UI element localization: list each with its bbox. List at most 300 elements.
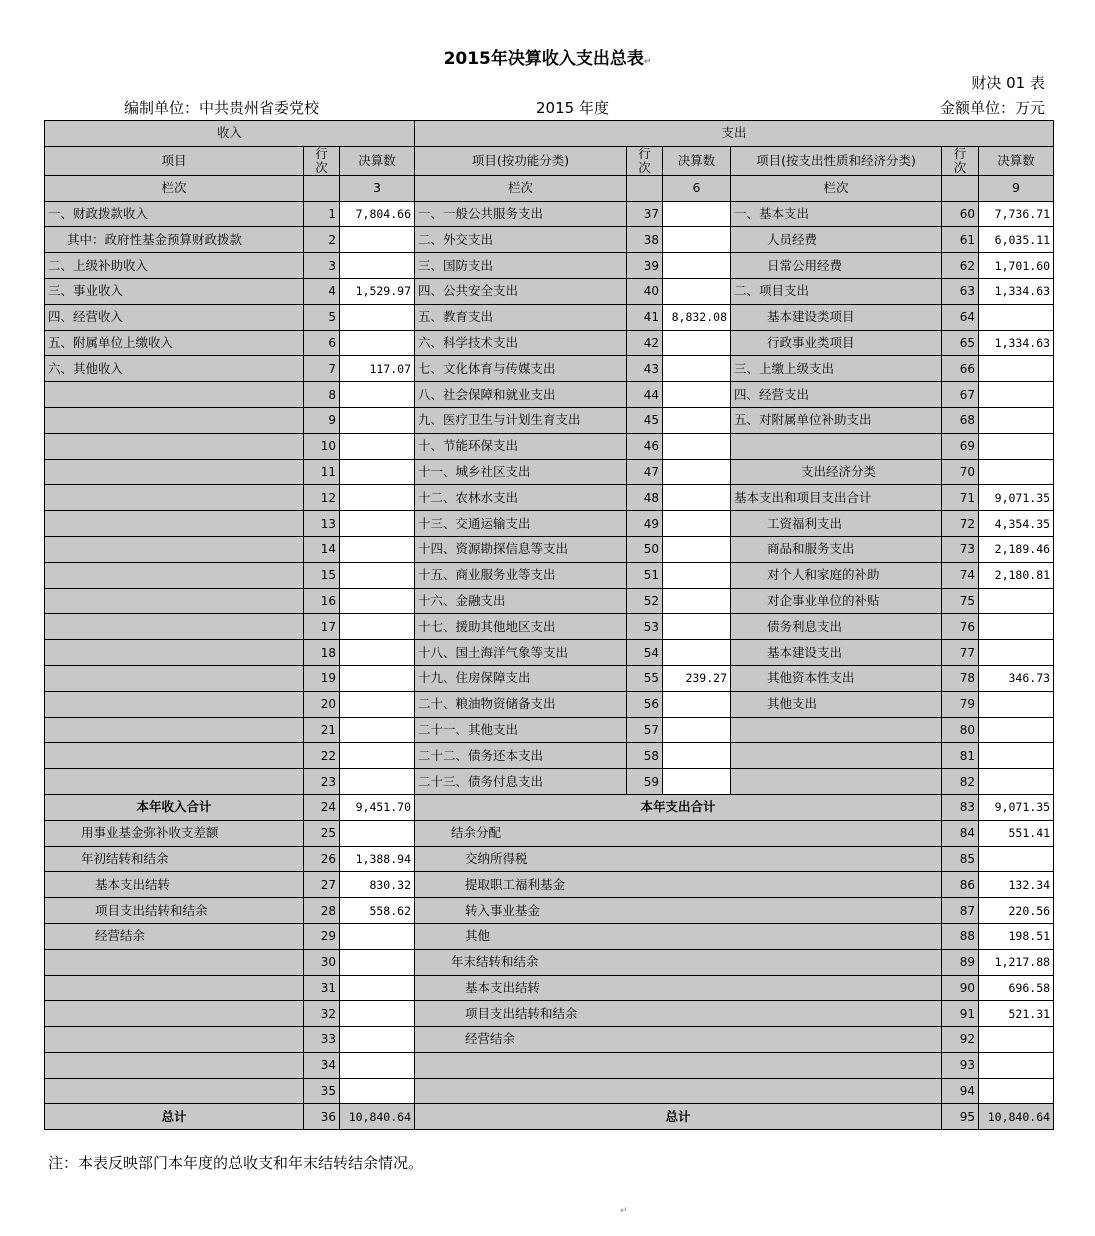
expense-item: 结余分配 (415, 820, 942, 846)
expense-econ-amount (979, 382, 1054, 408)
expense-func-item: 十一、城乡社区支出 (415, 459, 627, 485)
income-amount (340, 562, 415, 588)
income-amount (340, 691, 415, 717)
income-amount (340, 614, 415, 640)
expense-func-amount (663, 614, 731, 640)
table-row (45, 330, 1054, 356)
income-amount (340, 407, 415, 433)
footer-mark: ↵ (620, 1206, 628, 1216)
table-row (45, 743, 1054, 769)
income-item (45, 691, 304, 717)
expense-econ-amount: 346.73 (979, 665, 1054, 691)
grand-expense-line-no: 95 (942, 1104, 979, 1130)
expense-amount: 1,217.88 (979, 949, 1054, 975)
table-row (45, 304, 1054, 330)
income-item: 项目支出结转和结余 (45, 898, 304, 924)
income-item (45, 382, 304, 408)
income-amount (340, 485, 415, 511)
col-amount-header: 决算数 (340, 146, 415, 175)
income-item: 年初结转和结余 (45, 846, 304, 872)
income-line-no: 18 (304, 640, 340, 666)
compiling-unit: 编制单位：中共贵州省委党校 (124, 99, 320, 117)
col-amount-header: 决算数 (979, 146, 1054, 175)
expense-econ-item: 其他资本性支出 (731, 665, 942, 691)
income-amount (340, 511, 415, 537)
income-line-no: 28 (304, 898, 340, 924)
expense-econ-amount: 6,035.11 (979, 227, 1054, 253)
expense-func-item: 十八、国土海洋气象等支出 (415, 640, 627, 666)
table-row (45, 511, 1054, 537)
expense-econ-amount (979, 588, 1054, 614)
income-line-no: 7 (304, 356, 340, 382)
col-item-header: 项目 (45, 146, 304, 175)
expense-econ-amount (979, 433, 1054, 459)
income-item (45, 433, 304, 459)
expense-func-item: 五、教育支出 (415, 304, 627, 330)
expense-line-no: 90 (942, 975, 979, 1001)
income-item (45, 1001, 304, 1027)
income-line-no: 4 (304, 278, 340, 304)
income-item (45, 459, 304, 485)
expense-func-amount (663, 485, 731, 511)
income-item (45, 614, 304, 640)
expense-econ-amount (979, 640, 1054, 666)
income-item (45, 562, 304, 588)
expense-econ-line-no: 74 (942, 562, 979, 588)
expense-econ-amount (979, 407, 1054, 433)
expense-func-line-no: 55 (627, 665, 663, 691)
fiscal-year: 2015 年度 (536, 99, 609, 117)
expense-line-no: 85 (942, 846, 979, 872)
income-line-no: 29 (304, 923, 340, 949)
table-row (45, 227, 1054, 253)
expense-econ-amount (979, 356, 1054, 382)
income-amount (340, 304, 415, 330)
income-item (45, 1078, 304, 1104)
income-item (45, 769, 304, 795)
col-number-9: 9 (979, 175, 1054, 201)
expense-line-no: 92 (942, 1027, 979, 1053)
expense-func-amount (663, 769, 731, 795)
expense-amount: 551.41 (979, 820, 1054, 846)
expense-func-item: 十五、商业服务业等支出 (415, 562, 627, 588)
expense-econ-item: 五、对附属单位补助支出 (731, 407, 942, 433)
expense-func-item: 十九、住房保障支出 (415, 665, 627, 691)
income-line-no: 19 (304, 665, 340, 691)
table-row (45, 1027, 1054, 1053)
expense-econ-item (731, 769, 942, 795)
income-item (45, 1052, 304, 1078)
table-row (45, 898, 1054, 924)
income-item (45, 743, 304, 769)
income-amount (340, 433, 415, 459)
expense-line-no: 94 (942, 1078, 979, 1104)
table-row (45, 665, 1054, 691)
income-item: 五、附属单位上缴收入 (45, 330, 304, 356)
form-number: 财决 01 表 (971, 74, 1045, 92)
expense-econ-line-no: 66 (942, 356, 979, 382)
expense-func-amount: 8,832.08 (663, 304, 731, 330)
table-row (45, 433, 1054, 459)
expense-econ-line-no: 78 (942, 665, 979, 691)
expense-func-item: 十六、金融支出 (415, 588, 627, 614)
expense-func-amount (663, 691, 731, 717)
income-amount: 558.62 (340, 898, 415, 924)
expense-func-line-no: 59 (627, 769, 663, 795)
expense-econ-item: 人员经费 (731, 227, 942, 253)
col-amount-header: 决算数 (663, 146, 731, 175)
income-item (45, 511, 304, 537)
expense-func-item: 八、社会保障和就业支出 (415, 382, 627, 408)
expense-func-item: 三、国防支出 (415, 253, 627, 279)
grand-income-line-no: 36 (304, 1104, 340, 1130)
expense-func-amount (663, 743, 731, 769)
expense-econ-item: 三、上缴上级支出 (731, 356, 942, 382)
expense-func-amount (663, 382, 731, 408)
income-total-line-no: 24 (304, 794, 340, 820)
grand-income-label: 总计 (45, 1104, 304, 1130)
income-line-no: 8 (304, 382, 340, 408)
expense-amount (979, 1078, 1054, 1104)
income-line-no: 3 (304, 253, 340, 279)
lanci-label: 栏次 (731, 175, 942, 201)
expense-func-line-no: 52 (627, 588, 663, 614)
expense-econ-line-no: 64 (942, 304, 979, 330)
expense-amount: 696.58 (979, 975, 1054, 1001)
income-item: 一、财政拨款收入 (45, 201, 304, 227)
table-row (45, 253, 1054, 279)
expense-item: 交纳所得税 (415, 846, 942, 872)
expense-econ-amount: 2,180.81 (979, 562, 1054, 588)
income-amount (340, 769, 415, 795)
expense-econ-item: 其他支出 (731, 691, 942, 717)
expense-amount (979, 1052, 1054, 1078)
grand-income-value: 10,840.64 (340, 1104, 415, 1130)
income-line-no: 25 (304, 820, 340, 846)
expense-econ-line-no: 60 (942, 201, 979, 227)
expense-func-amount (663, 588, 731, 614)
income-line-no: 5 (304, 304, 340, 330)
table-row (45, 923, 1054, 949)
income-line-no: 35 (304, 1078, 340, 1104)
expense-econ-item: 对企事业单位的补贴 (731, 588, 942, 614)
expense-econ-item: 行政事业类项目 (731, 330, 942, 356)
expense-func-line-no: 58 (627, 743, 663, 769)
table-row (45, 691, 1054, 717)
expense-amount: 220.56 (979, 898, 1054, 924)
income-line-no: 31 (304, 975, 340, 1001)
income-total-value: 9,451.70 (340, 794, 415, 820)
income-item: 基本支出结转 (45, 872, 304, 898)
income-amount (340, 382, 415, 408)
income-line-no: 14 (304, 536, 340, 562)
expense-func-line-no: 49 (627, 511, 663, 537)
expense-econ-line-no: 68 (942, 407, 979, 433)
table-row (45, 640, 1054, 666)
table-row (45, 614, 1054, 640)
income-amount (340, 227, 415, 253)
col-line-header: 行 次 (304, 146, 340, 175)
section-income-header: 收入 (45, 121, 415, 147)
expense-total-value: 9,071.35 (979, 794, 1054, 820)
table-row (45, 562, 1054, 588)
income-line-no: 6 (304, 330, 340, 356)
expense-amount: 132.34 (979, 872, 1054, 898)
expense-func-amount (663, 407, 731, 433)
expense-econ-item: 二、项目支出 (731, 278, 942, 304)
income-item (45, 588, 304, 614)
expense-total-line-no: 83 (942, 794, 979, 820)
expense-func-amount (663, 201, 731, 227)
table-row (45, 382, 1054, 408)
expense-func-item: 七、文化体育与传媒支出 (415, 356, 627, 382)
income-line-no: 15 (304, 562, 340, 588)
expense-econ-item: 四、经营支出 (731, 382, 942, 408)
col-item-func-header: 项目(按功能分类) (415, 146, 627, 175)
income-item (45, 485, 304, 511)
income-amount: 830.32 (340, 872, 415, 898)
expense-func-item: 十三、交通运输支出 (415, 511, 627, 537)
expense-line-no: 88 (942, 923, 979, 949)
income-line-no: 33 (304, 1027, 340, 1053)
income-amount (340, 975, 415, 1001)
table-row (45, 356, 1054, 382)
expense-line-no: 86 (942, 872, 979, 898)
expense-item (415, 1052, 942, 1078)
expense-econ-amount: 2,189.46 (979, 536, 1054, 562)
income-item: 三、事业收入 (45, 278, 304, 304)
income-line-no: 13 (304, 511, 340, 537)
lanci-blank (942, 175, 979, 201)
expense-func-line-no: 43 (627, 356, 663, 382)
income-amount (340, 717, 415, 743)
expense-econ-item: 工资福利支出 (731, 511, 942, 537)
expense-item: 基本支出结转 (415, 975, 942, 1001)
col-number-6: 6 (663, 175, 731, 201)
expense-econ-amount (979, 304, 1054, 330)
expense-amount: 198.51 (979, 923, 1054, 949)
expense-econ-amount (979, 717, 1054, 743)
table-row (45, 1052, 1054, 1078)
income-line-no: 9 (304, 407, 340, 433)
expense-item: 年末结转和结余 (415, 949, 942, 975)
expense-func-amount (663, 356, 731, 382)
lanci-label: 栏次 (415, 175, 627, 201)
income-line-no: 10 (304, 433, 340, 459)
income-amount (340, 536, 415, 562)
income-item (45, 665, 304, 691)
expense-func-amount (663, 459, 731, 485)
expense-func-item: 四、公共安全支出 (415, 278, 627, 304)
income-amount (340, 820, 415, 846)
expense-econ-amount (979, 459, 1054, 485)
expense-func-item: 二十三、债务付息支出 (415, 769, 627, 795)
expense-func-line-no: 57 (627, 717, 663, 743)
income-line-no: 34 (304, 1052, 340, 1078)
expense-func-line-no: 40 (627, 278, 663, 304)
table-row (45, 485, 1054, 511)
expense-econ-amount: 7,736.71 (979, 201, 1054, 227)
income-line-no: 16 (304, 588, 340, 614)
expense-econ-item: 基本支出和项目支出合计 (731, 485, 942, 511)
expense-func-item: 六、科学技术支出 (415, 330, 627, 356)
expense-func-line-no: 56 (627, 691, 663, 717)
col-line-header: 行 次 (627, 146, 663, 175)
table-row (45, 717, 1054, 743)
col-line-header: 行 次 (942, 146, 979, 175)
income-amount: 117.07 (340, 356, 415, 382)
income-line-no: 23 (304, 769, 340, 795)
expense-econ-item: 支出经济分类 (731, 459, 942, 485)
income-line-no: 26 (304, 846, 340, 872)
section-expense-header: 支出 (415, 121, 1054, 147)
table-row (45, 201, 1054, 227)
expense-func-amount (663, 253, 731, 279)
expense-func-amount (663, 330, 731, 356)
lanci-label: 栏次 (45, 175, 304, 201)
expense-func-line-no: 51 (627, 562, 663, 588)
expense-func-line-no: 37 (627, 201, 663, 227)
expense-func-item: 九、医疗卫生与计划生育支出 (415, 407, 627, 433)
expense-econ-line-no: 65 (942, 330, 979, 356)
expense-func-item: 二十、粮油物资储备支出 (415, 691, 627, 717)
expense-func-line-no: 44 (627, 382, 663, 408)
expense-econ-item: 商品和服务支出 (731, 536, 942, 562)
expense-amount (979, 1027, 1054, 1053)
expense-econ-line-no: 67 (942, 382, 979, 408)
expense-econ-item: 日常公用经费 (731, 253, 942, 279)
income-line-no: 27 (304, 872, 340, 898)
income-item (45, 536, 304, 562)
income-item: 其中：政府性基金预算财政拨款 (45, 227, 304, 253)
grand-total-row (45, 1104, 1054, 1130)
expense-item: 其他 (415, 923, 942, 949)
table-row (45, 820, 1054, 846)
expense-func-line-no: 42 (627, 330, 663, 356)
expense-func-item: 十二、农林水支出 (415, 485, 627, 511)
expense-total-label: 本年支出合计 (415, 794, 942, 820)
expense-econ-line-no: 71 (942, 485, 979, 511)
expense-line-no: 91 (942, 1001, 979, 1027)
expense-econ-line-no: 82 (942, 769, 979, 795)
expense-econ-amount: 1,701.60 (979, 253, 1054, 279)
income-amount (340, 1001, 415, 1027)
expense-func-amount (663, 562, 731, 588)
income-amount (340, 743, 415, 769)
expense-econ-amount (979, 769, 1054, 795)
expense-func-item: 二十二、债务还本支出 (415, 743, 627, 769)
expense-econ-line-no: 69 (942, 433, 979, 459)
expense-econ-amount: 1,334.63 (979, 330, 1054, 356)
grand-expense-value: 10,840.64 (979, 1104, 1054, 1130)
expense-econ-item (731, 717, 942, 743)
income-item: 六、其他收入 (45, 356, 304, 382)
income-item: 二、上级补助收入 (45, 253, 304, 279)
expense-func-line-no: 46 (627, 433, 663, 459)
income-amount (340, 923, 415, 949)
expense-func-line-no: 48 (627, 485, 663, 511)
grand-expense-label: 总计 (415, 1104, 942, 1130)
expense-econ-line-no: 72 (942, 511, 979, 537)
expense-econ-amount (979, 691, 1054, 717)
income-amount (340, 330, 415, 356)
lanci-blank (627, 175, 663, 201)
expense-item: 项目支出结转和结余 (415, 1001, 942, 1027)
expense-econ-line-no: 63 (942, 278, 979, 304)
expense-func-item: 二、外交支出 (415, 227, 627, 253)
expense-econ-amount (979, 614, 1054, 640)
expense-econ-item: 一、基本支出 (731, 201, 942, 227)
income-item (45, 1027, 304, 1053)
expense-econ-line-no: 80 (942, 717, 979, 743)
income-line-no: 30 (304, 949, 340, 975)
income-amount (340, 1052, 415, 1078)
table-row (45, 872, 1054, 898)
expense-line-no: 87 (942, 898, 979, 924)
money-unit: 金额单位：万元 (939, 99, 1045, 117)
expense-func-amount (663, 278, 731, 304)
income-item (45, 949, 304, 975)
income-line-no: 21 (304, 717, 340, 743)
income-item: 四、经营收入 (45, 304, 304, 330)
expense-econ-line-no: 77 (942, 640, 979, 666)
budget-table (44, 120, 1054, 1130)
income-amount (340, 640, 415, 666)
expense-item (415, 1078, 942, 1104)
income-item (45, 407, 304, 433)
table-row (45, 1001, 1054, 1027)
expense-func-item: 十四、资源勘探信息等支出 (415, 536, 627, 562)
expense-econ-line-no: 76 (942, 614, 979, 640)
income-amount (340, 253, 415, 279)
income-line-no: 11 (304, 459, 340, 485)
expense-econ-item (731, 743, 942, 769)
expense-func-item: 十、节能环保支出 (415, 433, 627, 459)
expense-econ-item: 债务利息支出 (731, 614, 942, 640)
expense-econ-amount: 1,334.63 (979, 278, 1054, 304)
expense-econ-amount: 9,071.35 (979, 485, 1054, 511)
expense-func-line-no: 41 (627, 304, 663, 330)
expense-econ-item: 基本建设支出 (731, 640, 942, 666)
table-row (45, 769, 1054, 795)
income-item (45, 717, 304, 743)
expense-func-amount: 239.27 (663, 665, 731, 691)
income-amount (340, 459, 415, 485)
expense-item: 转入事业基金 (415, 898, 942, 924)
income-amount: 7,804.66 (340, 201, 415, 227)
table-row (45, 407, 1054, 433)
expense-line-no: 84 (942, 820, 979, 846)
expense-func-amount (663, 536, 731, 562)
expense-line-no: 93 (942, 1052, 979, 1078)
expense-item: 提取职工福利基金 (415, 872, 942, 898)
table-row (45, 278, 1054, 304)
col-number-3: 3 (340, 175, 415, 201)
expense-func-item: 二十一、其他支出 (415, 717, 627, 743)
expense-econ-amount (979, 743, 1054, 769)
expense-func-amount (663, 433, 731, 459)
expense-func-line-no: 45 (627, 407, 663, 433)
income-item: 经营结余 (45, 923, 304, 949)
expense-amount (979, 846, 1054, 872)
expense-econ-line-no: 81 (942, 743, 979, 769)
expense-econ-item (731, 433, 942, 459)
income-amount (340, 665, 415, 691)
income-line-no: 2 (304, 227, 340, 253)
income-amount (340, 1078, 415, 1104)
table-row (45, 459, 1054, 485)
income-line-no: 12 (304, 485, 340, 511)
